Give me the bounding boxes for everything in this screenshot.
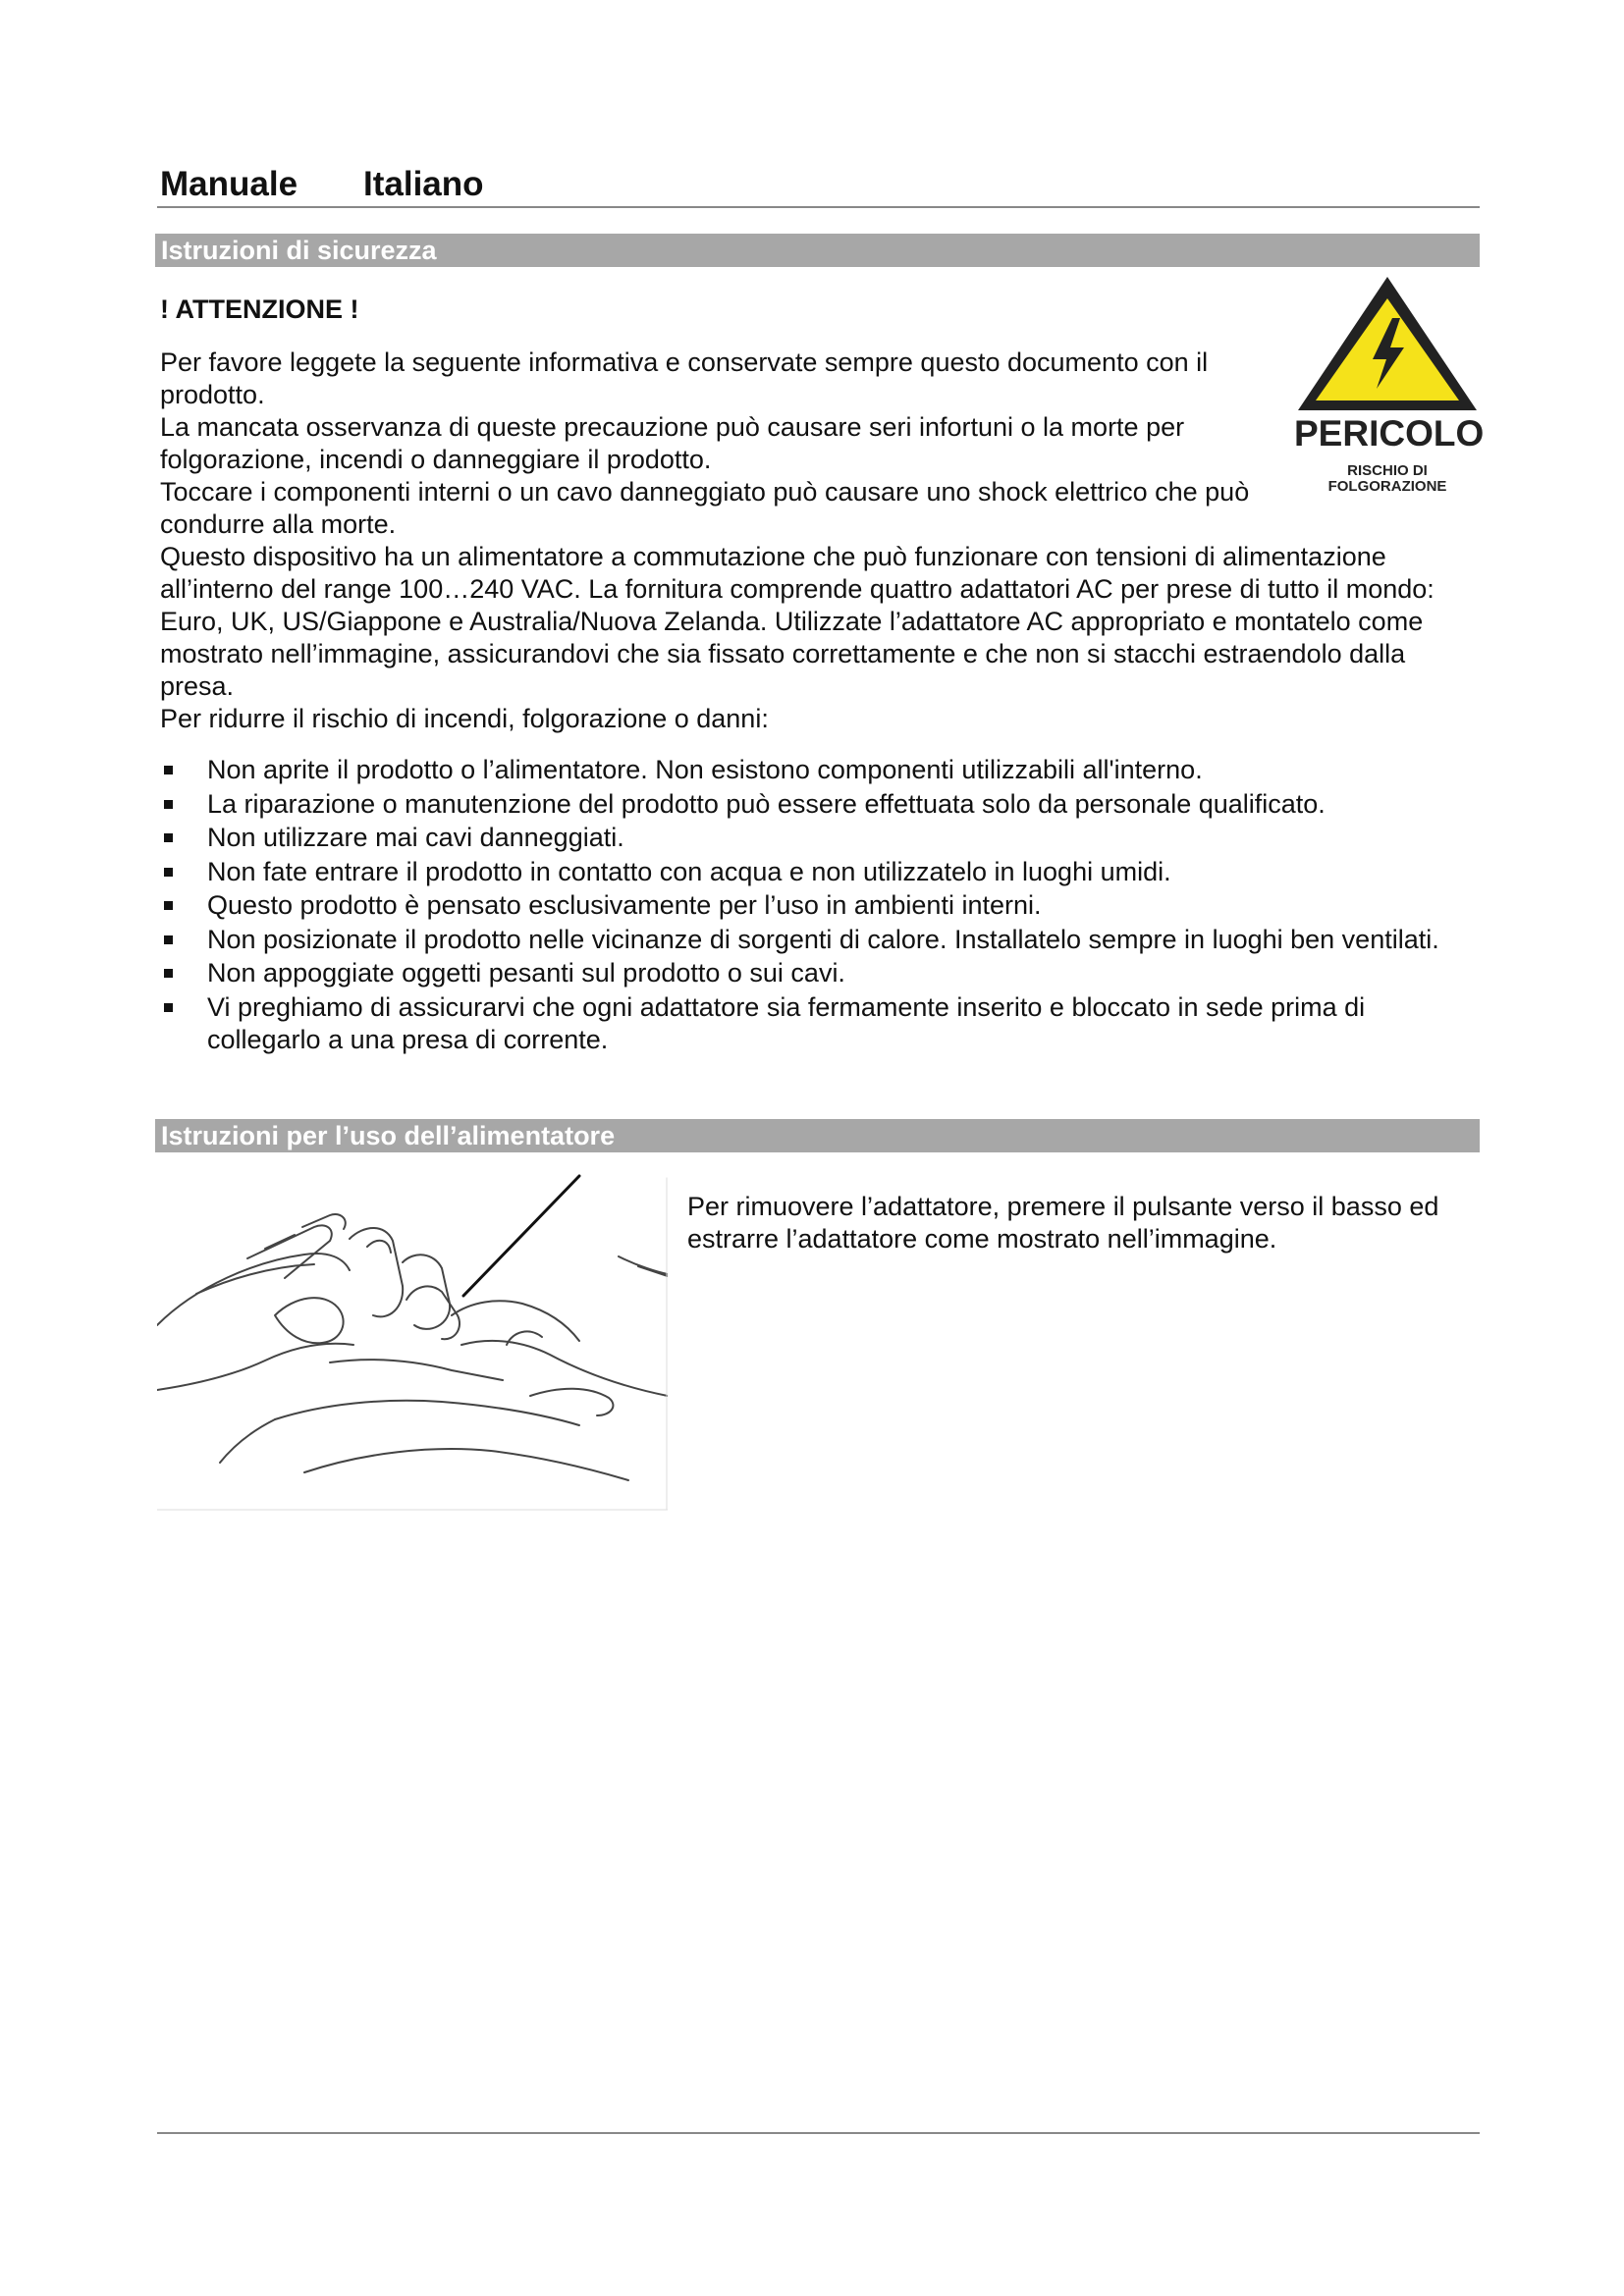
danger-sign: [1294, 273, 1485, 499]
attention-heading: ! ATTENZIONE !: [160, 294, 359, 324]
header-title: Manuale: [160, 165, 298, 203]
adapter-removal-illustration: [157, 1168, 668, 1512]
danger-sign-subtitle: FOLGORAZIONE: [1327, 478, 1447, 495]
safety-paragraph: Toccare i componenti interni o un cavo danneggiato può causare uno shock elettrico che può condurre alla morte.: [160, 477, 1250, 539]
list-item: Questo prodotto è pensato esclusivamente per l’uso in ambienti interni.: [160, 889, 1486, 922]
usage-text: Per rimuovere l’adattatore, premere il pulsante verso il basso ed estrarre l’adattatore come mostrato nell’immagine.: [687, 1192, 1439, 1254]
safety-bullet-list: [160, 754, 1486, 1057]
list-item: Non fate entrare il prodotto in contatto con acqua e non utilizzatelo in luoghi umidi.: [160, 856, 1486, 888]
safety-paragraph: Per ridurre il rischio di incendi, folgorazione o danni:: [160, 704, 769, 733]
list-item: Vi preghiamo di assicurarvi che ogni adattatore sia fermamente inserito e bloccato in sede prima di collegarlo a una presa di corrente.: [160, 991, 1486, 1056]
list-item: Non posizionate il prodotto nelle vicinanze di sorgenti di calore. Installatelo sempre in luoghi ben ventilati.: [160, 924, 1486, 956]
page-header: [157, 163, 1480, 208]
list-item: La riparazione o manutenzione del prodotto può essere effettuata solo da personale qualificato.: [160, 788, 1486, 821]
list-item: Non appoggiate oggetti pesanti sul prodotto o sui cavi.: [160, 957, 1486, 989]
safety-paragraph: Per favore leggete la seguente informativa e conservate sempre questo documento con il prodotto.: [160, 347, 1209, 409]
electric-hazard-icon: [1294, 273, 1481, 420]
danger-sign-word: PERICOLO: [1294, 413, 1485, 454]
list-item: Non utilizzare mai cavi danneggiati.: [160, 822, 1486, 854]
safety-paragraph: Questo dispositivo ha un alimentatore a commutazione che può funzionare con tensioni di alimentazione all’interno del range 100…240 VAC. La fornitura comprende quattro adattatori AC per prese di tutto il mondo: Euro, UK, US/Giappone e Australia/Nuova Zelanda. Utilizzate l’adattatore AC appropriato e montatelo come mostrato nell’immagine, assicurandovi che sia fissato correttamente e che non si stacchi estraendolo dalla presa.: [160, 542, 1435, 701]
safety-text: [160, 347, 1486, 735]
safety-paragraph: La mancata osservanza di queste precauzione può causare seri infortuni o la morte per folgorazione, incendi o danneggiare il prodotto.: [160, 412, 1185, 474]
safety-section-title: Istruzioni di sicurezza: [155, 234, 1480, 267]
footer-rule: [157, 2132, 1480, 2134]
header-language: Italiano: [363, 165, 484, 203]
danger-sign-subtitle: RISCHIO DI: [1347, 462, 1428, 479]
usage-section-title: Istruzioni per l’uso dell’alimentatore: [155, 1119, 1480, 1152]
list-item: Non aprite il prodotto o l’alimentatore. Non esistono componenti utilizzabili all'interno.: [160, 754, 1486, 786]
